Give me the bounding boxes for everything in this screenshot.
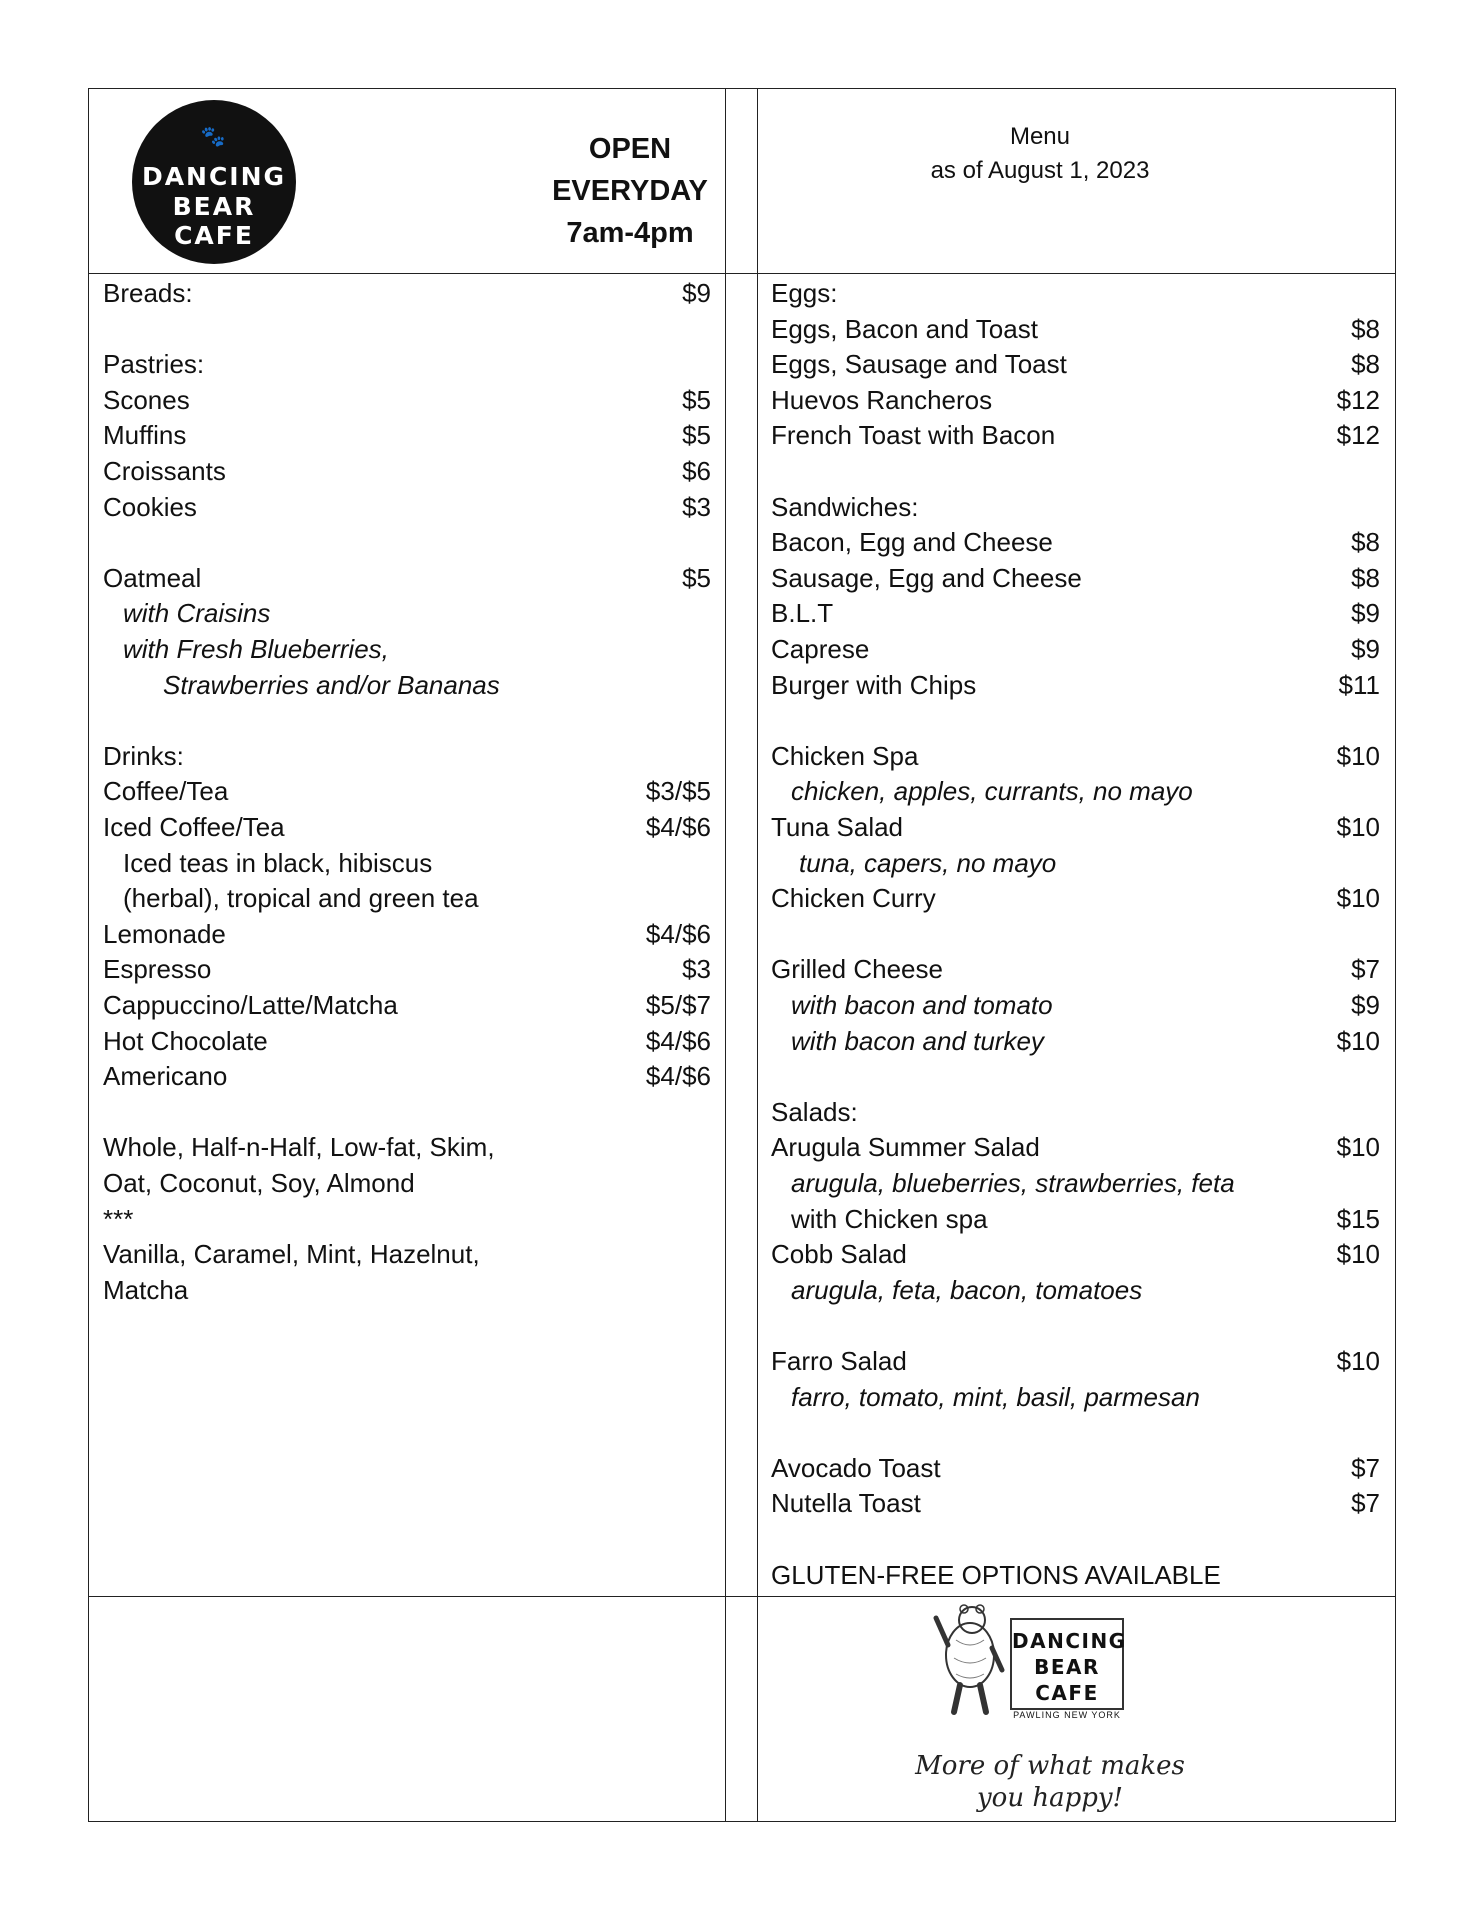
bear-logo-line-1: DANCING	[1012, 1629, 1127, 1653]
bear-cafe-logo	[930, 1600, 1190, 1720]
menu-heading	[760, 120, 1320, 188]
menu-item-label: Espresso	[103, 954, 212, 985]
menu-item-label: Sandwiches:	[771, 491, 919, 522]
menu-item-label: ***	[103, 1203, 134, 1234]
menu-item-label: Eggs, Sausage and Toast	[771, 349, 1067, 380]
paw-prints-icon: 🐾	[200, 126, 228, 148]
menu-item-price: $5/$7	[645, 990, 711, 1020]
menu-item-price: $5	[682, 420, 711, 451]
menu-item	[103, 489, 711, 525]
menu-item-label: tuna, capers, no mayo	[799, 847, 1057, 878]
menu-item-label: Whole, Half-n-Half, Low-fat, Skim,	[103, 1132, 495, 1163]
menu-item-price: $7	[1351, 1488, 1380, 1519]
menu-item-price: $4/$6	[645, 812, 711, 842]
menu-item-label: Salads:	[771, 1096, 858, 1127]
menu-item	[771, 346, 1380, 382]
menu-item-label: French Toast with Bacon	[771, 420, 1056, 451]
menu-item-label: chicken, apples, currants, no mayo	[791, 776, 1193, 807]
menu-item	[771, 667, 1380, 703]
menu-item-price: $6	[682, 456, 711, 486]
table-divider-1	[725, 88, 726, 1822]
menu-item-label: (herbal), tropical and green tea	[123, 883, 479, 914]
menu-item-price: $9	[1351, 598, 1380, 629]
menu-item-price: $8	[1351, 527, 1380, 558]
menu-item	[771, 382, 1380, 418]
menu-item-label: Nutella Toast	[771, 1488, 921, 1519]
menu-item-price: $9	[682, 278, 711, 308]
menu-item-label: Cookies	[103, 491, 197, 522]
menu-item-price: $3	[682, 491, 711, 522]
menu-item-price: $10	[1336, 1132, 1380, 1163]
menu-date: as of August 1, 2023	[930, 157, 1150, 184]
menu-item-label: Chicken Spa	[771, 740, 919, 771]
tagline-line-1: More of what makes	[915, 1751, 1185, 1781]
menu-item-label: Cobb Salad	[771, 1239, 907, 1270]
menu-item-label: B.L.T	[771, 598, 834, 629]
menu-item-label: Grilled Cheese	[771, 954, 943, 985]
menu-item-label: Iced Coffee/Tea	[103, 812, 285, 842]
menu-item-price: $12	[1336, 384, 1380, 415]
menu-item-price: $4/$6	[645, 918, 711, 949]
menu-item-label: GLUTEN-FREE OPTIONS AVAILABLE	[771, 1559, 1221, 1590]
open-line-3: 7am-4pm	[566, 217, 694, 249]
menu-item-price: $10	[1336, 1346, 1380, 1376]
menu-item-price: $8	[1351, 313, 1380, 344]
menu-item-label: farro, tomato, mint, basil, parmesan	[791, 1381, 1200, 1412]
menu-item	[771, 311, 1380, 347]
menu-item	[103, 595, 711, 631]
menu-item	[771, 1236, 1380, 1272]
menu-item-price: $7	[1351, 1452, 1380, 1483]
menu-item	[771, 1272, 1380, 1308]
menu-item-label: Matcha	[103, 1274, 189, 1305]
menu-item-price: $3/$5	[645, 776, 711, 807]
tagline-line-2: you happy!	[976, 1783, 1124, 1813]
menu-item	[103, 738, 711, 774]
menu-item-label: Hot Chocolate	[103, 1025, 268, 1056]
menu-item	[103, 560, 711, 596]
menu-item	[771, 560, 1380, 596]
menu-item-label: Burger with Chips	[771, 669, 977, 700]
menu-item-price: $10	[1336, 1239, 1380, 1270]
menu-item	[103, 1236, 711, 1272]
menu-item-label: Breads:	[103, 278, 193, 308]
menu-item-label: with Chicken spa	[791, 1203, 988, 1234]
logo-line-2: BEAR CAFE	[172, 192, 256, 250]
menu-item	[771, 1557, 1380, 1593]
menu-item	[103, 845, 711, 881]
menu-item-price: $3	[682, 954, 711, 985]
menu-item	[103, 631, 711, 667]
menu-item	[771, 489, 1380, 525]
menu-title: Menu	[1009, 123, 1071, 150]
menu-item	[103, 1272, 711, 1308]
menu-item	[103, 1058, 711, 1094]
menu-item	[771, 1343, 1380, 1379]
menu-item-price: $4/$6	[645, 1061, 711, 1092]
menu-item-label: with bacon and tomato	[791, 990, 1053, 1020]
menu-item	[771, 417, 1380, 453]
menu-item-label: arugula, feta, bacon, tomatoes	[791, 1274, 1143, 1305]
menu-item-price: $7	[1351, 954, 1380, 985]
menu-item-label: Oat, Coconut, Soy, Almond	[103, 1168, 415, 1198]
menu-item	[103, 453, 711, 489]
menu-item-label: Scones	[103, 384, 190, 415]
open-line-2: EVERYDAY	[552, 175, 708, 207]
menu-item-label: Coffee/Tea	[103, 776, 229, 807]
menu-item	[771, 809, 1380, 845]
menu-item	[103, 1165, 711, 1201]
menu-item-label: with Craisins	[123, 598, 271, 629]
menu-item	[771, 1379, 1380, 1415]
table-border-left	[88, 88, 89, 1822]
menu-item-price: $11	[1338, 669, 1380, 700]
bear-logo-line-3: PAWLING NEW YORK	[1013, 1710, 1121, 1720]
logo-line-1: DANCING	[141, 162, 287, 191]
menu-item	[103, 382, 711, 418]
menu-item-label: Farro Salad	[771, 1346, 907, 1376]
menu-item	[103, 951, 711, 987]
menu-item	[103, 1023, 711, 1059]
menu-item-label: Tuna Salad	[771, 812, 904, 842]
bear-logo-box	[1010, 1618, 1127, 1720]
menu-item-price: $5	[682, 562, 711, 593]
menu-item	[103, 346, 711, 382]
menu-item	[771, 1165, 1380, 1201]
menu-item-price: $10	[1336, 883, 1380, 914]
menu-item	[103, 275, 711, 311]
menu-item	[771, 987, 1380, 1023]
menu-item	[771, 275, 1380, 311]
menu-item	[771, 845, 1380, 881]
menu-item-label: Croissants	[103, 456, 226, 486]
menu-item	[103, 880, 711, 916]
table-border-top	[88, 88, 1396, 89]
table-footer-divider	[88, 1596, 1396, 1597]
menu-item	[771, 1023, 1380, 1059]
menu-item	[771, 1094, 1380, 1130]
menu-item	[771, 1129, 1380, 1165]
dancing-bear-icon	[930, 1600, 1010, 1720]
menu-item-price: $4/$6	[645, 1025, 711, 1056]
menu-item-label: Drinks:	[103, 740, 184, 771]
menu-item-price: $9	[1351, 990, 1380, 1020]
menu-item-label: Oatmeal	[103, 562, 202, 593]
tagline	[900, 1750, 1200, 1814]
menu-item	[103, 667, 711, 703]
menu-item-price: $15	[1336, 1203, 1380, 1234]
menu-item	[771, 951, 1380, 987]
menu-item-price: $12	[1336, 420, 1380, 451]
menu-item-label: Sausage, Egg and Cheese	[771, 562, 1082, 593]
menu-item-label: Americano	[103, 1061, 228, 1092]
menu-item-price: $10	[1336, 812, 1380, 842]
table-border-bottom	[88, 1821, 1396, 1822]
menu-item	[771, 738, 1380, 774]
menu-item	[771, 524, 1380, 560]
menu-item-price: $10	[1336, 1025, 1380, 1056]
bear-logo-line-2: BEAR CAFE	[1034, 1655, 1100, 1705]
menu-item	[771, 1201, 1380, 1237]
menu-item	[771, 1485, 1380, 1521]
menu-item	[103, 809, 711, 845]
menu-item-price: $8	[1351, 562, 1380, 593]
menu-item	[771, 631, 1380, 667]
menu-item	[103, 417, 711, 453]
table-header-divider	[88, 273, 1396, 274]
table-divider-2	[757, 88, 758, 1822]
menu-item-label: Pastries:	[103, 349, 205, 380]
menu-item	[103, 773, 711, 809]
menu-item-label: Lemonade	[103, 918, 226, 949]
menu-item	[771, 1450, 1380, 1486]
menu-item-label: Huevos Rancheros	[771, 384, 993, 415]
menu-item	[103, 1201, 711, 1237]
menu-item	[771, 880, 1380, 916]
menu-item-label: Iced teas in black, hibiscus	[123, 847, 433, 878]
menu-item-label: Caprese	[771, 634, 870, 664]
menu-item-label: Strawberries and/or Bananas	[163, 669, 500, 700]
menu-item	[103, 1129, 711, 1165]
menu-item	[103, 987, 711, 1023]
menu-item-label: Chicken Curry	[771, 883, 936, 914]
menu-item-label: Eggs:	[771, 278, 838, 308]
menu-item-label: Avocado Toast	[771, 1452, 941, 1483]
table-border-right	[1395, 88, 1396, 1822]
menu-item-label: Vanilla, Caramel, Mint, Hazelnut,	[103, 1239, 480, 1270]
menu-item-price: $5	[682, 384, 711, 415]
menu-item-label: with Fresh Blueberries,	[123, 634, 389, 664]
menu-item	[771, 595, 1380, 631]
open-line-1: OPEN	[588, 133, 672, 165]
menu-item-label: Bacon, Egg and Cheese	[771, 527, 1053, 558]
opening-hours	[520, 128, 740, 254]
menu-item-label: Eggs, Bacon and Toast	[771, 313, 1038, 344]
menu-item-label: Cappuccino/Latte/Matcha	[103, 990, 398, 1020]
cafe-logo	[132, 100, 296, 264]
menu-item-label: Muffins	[103, 420, 187, 451]
menu-item-label: arugula, blueberries, strawberries, feta	[791, 1168, 1235, 1198]
menu-item-price: $8	[1351, 349, 1380, 380]
menu-item-price: $9	[1351, 634, 1380, 664]
menu-item-label: with bacon and turkey	[791, 1025, 1044, 1056]
menu-item	[103, 916, 711, 952]
menu-item-label: Arugula Summer Salad	[771, 1132, 1040, 1163]
menu-item	[771, 773, 1380, 809]
menu-item-price: $10	[1336, 740, 1380, 771]
